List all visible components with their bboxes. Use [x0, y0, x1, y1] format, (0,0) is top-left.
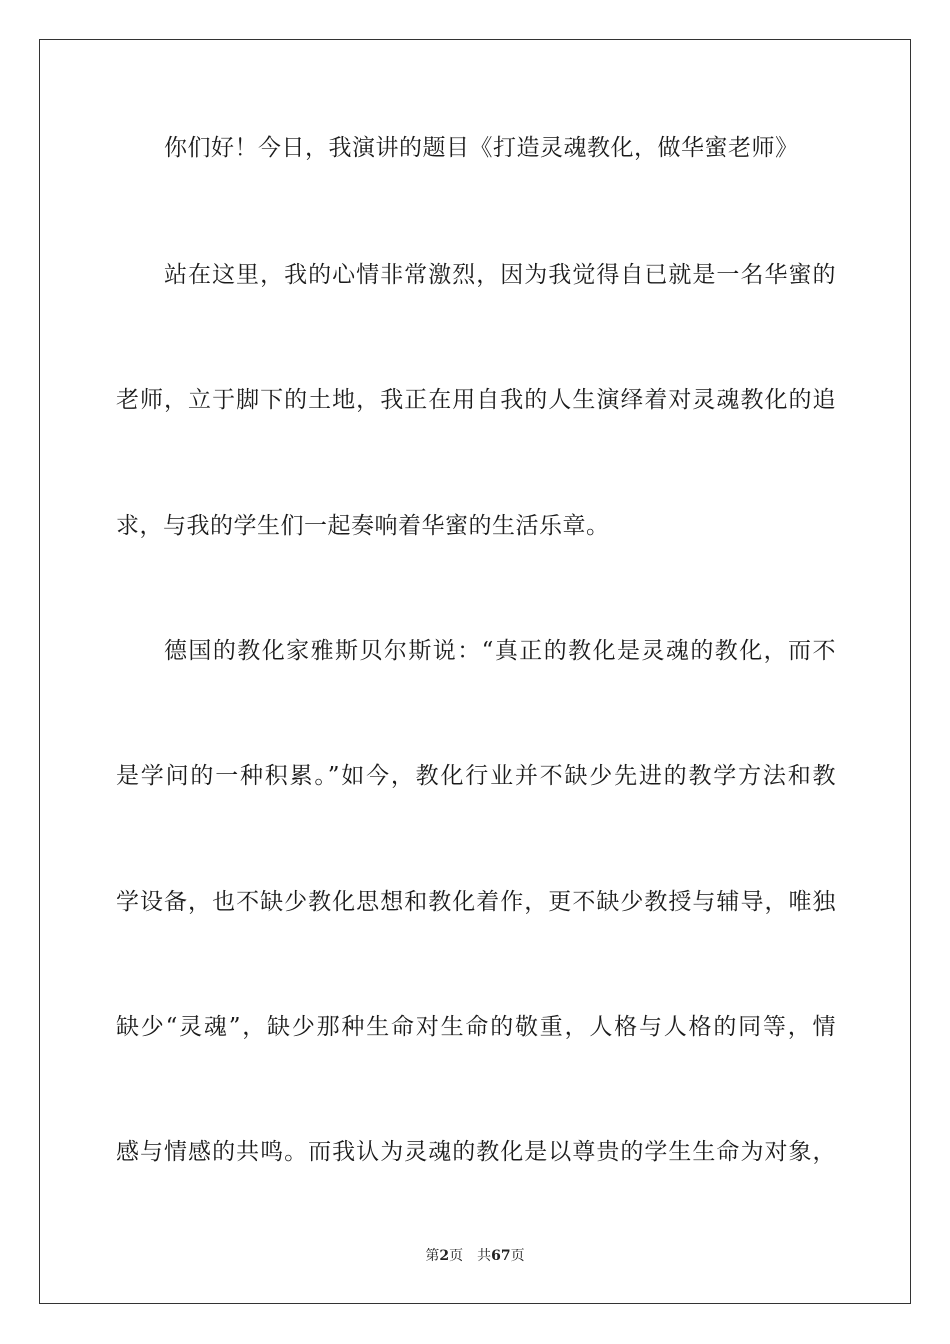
- footer-total-prefix: 共: [477, 1248, 492, 1264]
- page-border: [39, 39, 911, 1304]
- paragraph-line: 学设备，也不缺少教化思想和教化着作，更不缺少教授与辅导，唯独: [116, 889, 836, 915]
- paragraph-line: 缺少“灵魂”，缺少那种生命对生命的敬重，人格与人格的同等，情: [116, 1014, 836, 1040]
- paragraph-line: 老师，立于脚下的土地，我正在用自我的人生演绎着对灵魂教化的追: [116, 387, 836, 413]
- paragraph-line: 求，与我的学生们一起奏响着华蜜的生活乐章。: [116, 513, 610, 539]
- footer-page-number: 2: [439, 1248, 450, 1264]
- paragraph-line: 站在这里，我的心情非常激烈，因为我觉得自已就是一名华蜜的: [164, 262, 836, 288]
- footer-total-suffix: 页: [510, 1248, 525, 1264]
- paragraph-line: 是学问的一种积累。”如今，教化行业并不缺少先进的教学方法和教: [116, 763, 836, 789]
- paragraph-line: 感与情感的共鸣。而我认为灵魂的教化是以尊贵的学生生命为对象，: [116, 1139, 836, 1165]
- paragraph-line: 德国的教化家雅斯贝尔斯说：“真正的教化是灵魂的教化，而不: [164, 638, 836, 664]
- footer-page-suffix: 页: [449, 1248, 464, 1264]
- footer-total-pages: 67: [491, 1248, 511, 1264]
- paragraph-line: 你们好！今日，我演讲的题目《打造灵魂教化，做华蜜老师》: [164, 135, 799, 161]
- page-footer: [0, 1247, 950, 1265]
- footer-page-prefix: 第: [425, 1248, 440, 1264]
